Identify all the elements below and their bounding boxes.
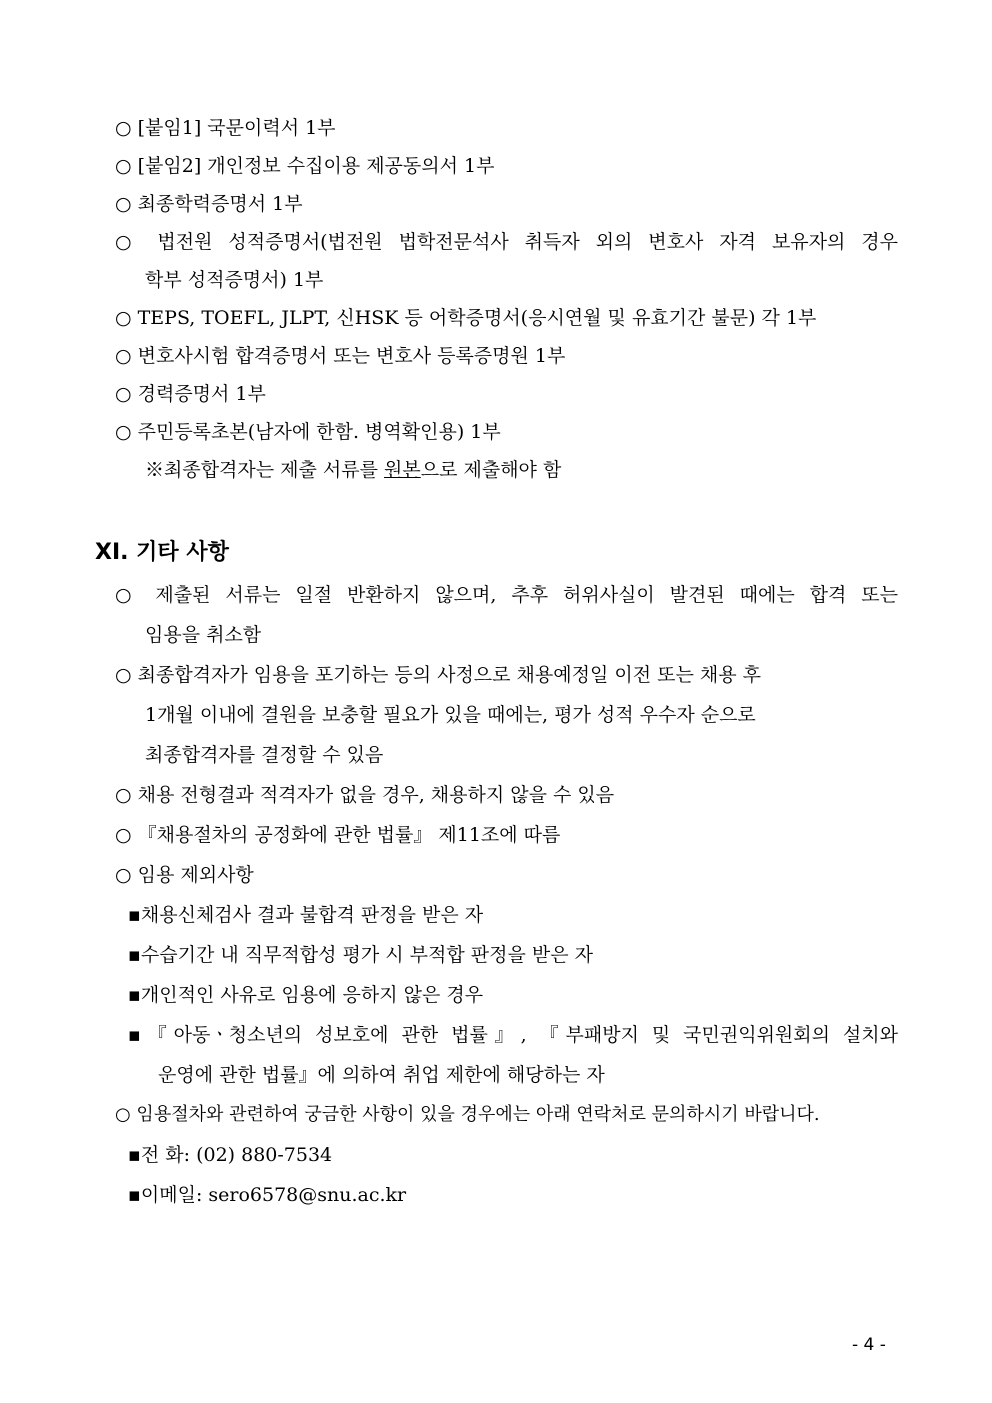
attachment-item: ○ 법전원 성적증명서(법전원 법학전문석사 취득자 외의 변호사 자격 보유자의 경우 [115, 231, 898, 253]
exclusion-item: ▪채용신체검사 결과 불합격 판정을 받은 자 [128, 904, 484, 926]
attachment-item: ○ 주민등록초본(남자에 한함. 병역확인용) 1부 [115, 421, 501, 443]
misc-item: ○ 채용 전형결과 적격자가 없을 경우, 채용하지 않을 수 있음 [115, 784, 615, 806]
contact-phone: ▪전 화: (02) 880-7534 [128, 1144, 333, 1166]
attachment-item-continuation: 학부 성적증명서) 1부 [145, 269, 324, 291]
misc-item-continuation: 1개월 이내에 결원을 보충할 필요가 있을 때에는, 평가 성적 우수자 순으로 [145, 704, 756, 726]
attachment-item: ○ 변호사시험 합격증명서 또는 변호사 등록증명원 1부 [115, 345, 566, 367]
misc-item: ○ 제출된 서류는 일절 반환하지 않으며, 추후 허위사실이 발견된 때에는 합격 또는 [115, 584, 898, 606]
note-text: ※최종합격자는 제출 서류를 [145, 459, 385, 481]
misc-item: ○ 임용 제외사항 [115, 864, 254, 886]
contact-email[interactable]: ▪이메일: sero6578@snu.ac.kr [128, 1184, 407, 1206]
exclusion-item: ▪수습기간 내 직무적합성 평가 시 부적합 판정을 받은 자 [128, 944, 593, 966]
exclusion-item-continuation: 운영에 관한 법률』에 의하여 취업 제한에 해당하는 자 [158, 1064, 605, 1086]
misc-item: ○ 『채용절차의 공정화에 관한 법률』 제11조에 따름 [115, 824, 561, 846]
misc-item: ○ 임용절차와 관련하여 궁금한 사항이 있을 경우에는 아래 연락처로 문의하시기 바랍니다. [115, 1104, 820, 1125]
original-document-note [145, 458, 561, 482]
exclusion-item: ▪『아동ㆍ청소년의 성보호에 관한 법률』, 『부패방지 및 국민권익위원회의 설치와 [128, 1024, 898, 1046]
attachment-item: ○ 최종학력증명서 1부 [115, 193, 303, 215]
misc-item: ○ 최종합격자가 임용을 포기하는 등의 사정으로 채용예정일 이전 또는 채용 후 [115, 664, 761, 686]
attachment-item: ○ [붙임2] 개인정보 수집이용 제공동의서 1부 [115, 155, 495, 177]
exclusion-item: ▪개인적인 사유로 임용에 응하지 않은 경우 [128, 984, 484, 1006]
section-heading: XI. 기타 사항 [95, 540, 229, 565]
note-text: 으로 제출해야 함 [420, 459, 562, 481]
note-underlined-text: 원본 [384, 459, 421, 481]
attachment-item: ○ TEPS, TOEFL, JLPT, 신HSK 등 어학증명서(응시연월 및 유효기간 불문) 각 1부 [115, 307, 817, 329]
attachment-item: ○ 경력증명서 1부 [115, 383, 266, 405]
misc-item-continuation: 임용을 취소함 [145, 624, 262, 646]
misc-item-continuation: 최종합격자를 결정할 수 있음 [145, 744, 384, 766]
page-number: - 4 - [852, 1335, 886, 1355]
attachment-item: ○ [붙임1] 국문이력서 1부 [115, 117, 336, 139]
